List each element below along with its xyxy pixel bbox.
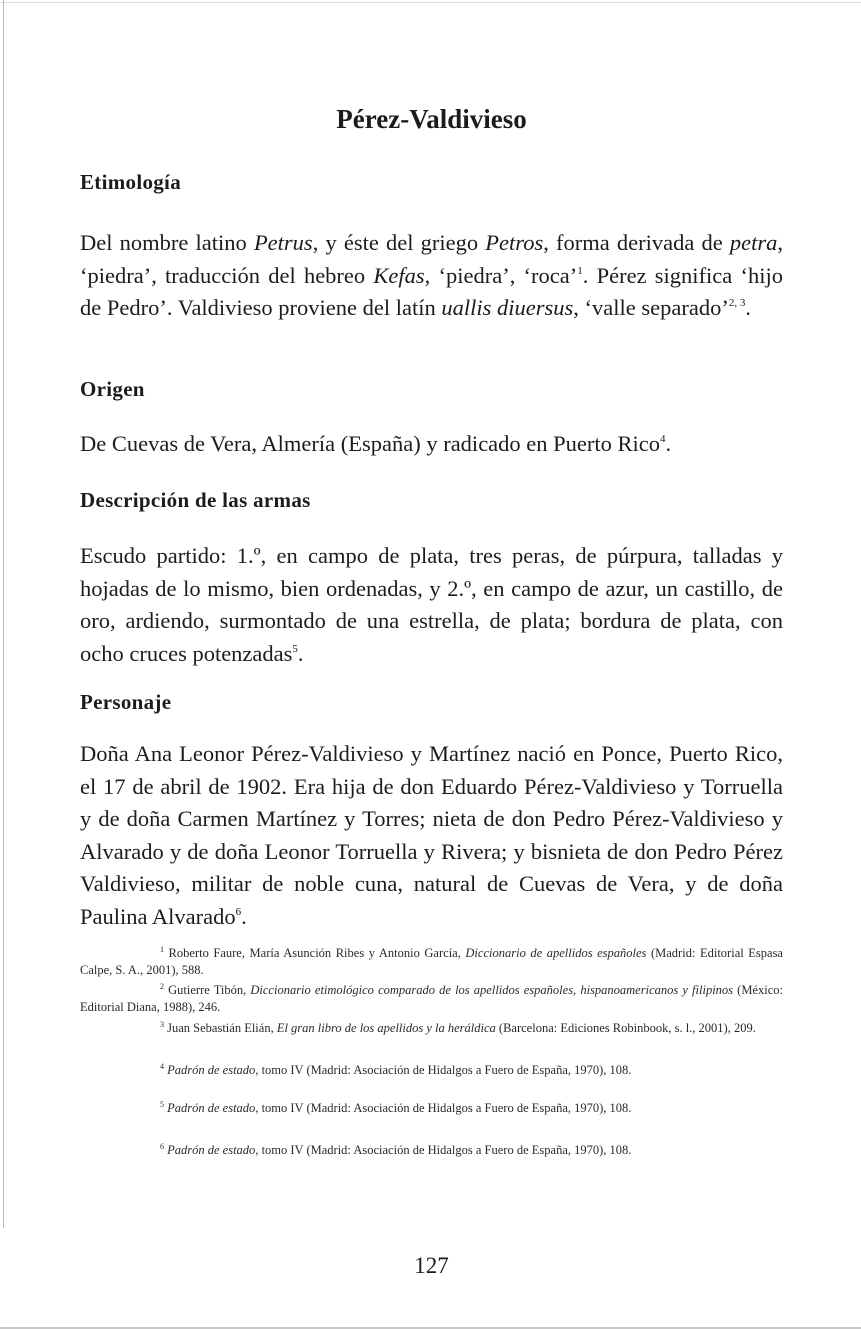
scan-edge-left xyxy=(3,0,4,1228)
footnote-mark: 5 xyxy=(160,1100,164,1109)
text-run: . Pérez significa ‘hijo de Pedro’. Valdivieso proviene del latín xyxy=(80,262,783,320)
text-run: . xyxy=(297,640,304,666)
page-number: 127 xyxy=(414,1253,449,1278)
text-run: Roberto Faure, María Asunción Ribes y Antonio García, xyxy=(164,946,466,960)
italic-title: El gran libro de los apellidos y la heráldica xyxy=(276,1021,496,1035)
footnote-mark: 3 xyxy=(160,1020,164,1029)
paragraph-etimologia xyxy=(80,227,783,325)
footnote-mark: 2 xyxy=(160,982,164,991)
text-run: Escudo partido: 1.º, en campo de plata, tres peras, de púrpura, talladas y hojadas de lo mismo, bien ordenadas, y 2.º, en campo de azur, un castillo, de oro, ardiendo, surmontado de una estrella, de plata; bordura de plata, con ocho cruces potenzadas xyxy=(80,543,783,666)
footnote-ref: 4 xyxy=(660,433,666,445)
section-heading-personaje: Personaje xyxy=(80,690,172,714)
text-run: (Barcelona: Ediciones Robinbook, s. l., 2001), 209. xyxy=(495,1021,756,1035)
scan-edge-bottom xyxy=(0,1327,861,1329)
scan-edge-top xyxy=(0,2,861,3)
footnote-6 xyxy=(80,1142,783,1159)
text-run: , tomo IV (Madrid: Asociación de Hidalgos a Fuero de España, 1970), 108. xyxy=(255,1143,632,1157)
footnote-ref: 5 xyxy=(292,642,298,655)
text-run: , y éste del griego xyxy=(312,230,486,255)
text-run: Doña Ana Leonor Pérez-Valdivieso y Martínez nació en Ponce, Puerto Rico, el 17 de abril de 1902. Era hija de don Eduardo Pérez-Valdivieso y Torruella y de doña Carmen Martínez y Torres; nieta de don Pedro Pérez-Valdivieso y Alvarado y de doña Leonor Torruella y Rivera; y bisnieta de don Pedro Pérez Valdivieso, militar de noble cuna, natural de Cuevas de Vera, y de doña Paulina Alvarado xyxy=(80,741,783,929)
section-heading-origen: Origen xyxy=(80,377,145,401)
footnote-mark: 1 xyxy=(160,945,164,954)
text-run: , ‘piedra’, traducción del hebreo xyxy=(80,230,784,288)
text-run: . xyxy=(241,903,247,929)
section-heading-etimologia: Etimología xyxy=(80,170,181,194)
text-run: De Cuevas de Vera, Almería (España) y radicado en Puerto Rico xyxy=(80,431,661,456)
footnote-mark: 4 xyxy=(160,1062,164,1071)
text-run: . xyxy=(665,431,672,456)
italic-title: Padrón de estado xyxy=(167,1063,256,1077)
italic-term: uallis diuersus xyxy=(441,295,574,320)
footnote-1 xyxy=(80,945,783,978)
italic-term: Petros xyxy=(485,230,544,255)
footnote-ref: 2, 3 xyxy=(728,297,746,309)
page-title: Pérez-Valdivieso xyxy=(336,104,527,134)
italic-title: Padrón de estado xyxy=(167,1143,256,1157)
text-run: , tomo IV (Madrid: Asociación de Hidalgos a Fuero de España, 1970), 108. xyxy=(255,1063,632,1077)
text-run: (Madrid: Editorial Espasa Calpe, S. A., 2001), 588. xyxy=(80,946,783,977)
text-run: Del nombre latino xyxy=(80,230,254,255)
text-run: , tomo IV (Madrid: Asociación de Hidalgos a Fuero de España, 1970), 108. xyxy=(255,1101,632,1115)
paragraph-armas xyxy=(80,540,783,670)
footnote-mark: 6 xyxy=(160,1142,164,1151)
footnote-2 xyxy=(80,982,783,1015)
text-run: Juan Sebastián Elián, xyxy=(164,1021,277,1035)
footnote-4 xyxy=(80,1062,783,1079)
footnote-3 xyxy=(80,1020,783,1037)
italic-term: Kefas xyxy=(373,262,425,288)
footnote-ref: 1 xyxy=(577,264,583,277)
italic-term: Petrus xyxy=(253,230,313,255)
text-run: . xyxy=(745,295,751,320)
text-run: , ‘valle separado’ xyxy=(573,295,729,320)
italic-title: Diccionario de apellidos españoles xyxy=(465,946,647,960)
footnote-5 xyxy=(80,1100,783,1117)
footnote-ref: 6 xyxy=(235,905,242,918)
italic-term: petra xyxy=(729,230,778,255)
section-heading-armas: Descripción de las armas xyxy=(80,488,311,512)
italic-title: Padrón de estado xyxy=(167,1101,256,1115)
text-run: Gutierre Tibón, xyxy=(164,983,251,997)
paragraph-origen xyxy=(80,428,783,461)
paragraph-personaje xyxy=(80,738,783,933)
text-run: (México: Editorial Diana, 1988), 246. xyxy=(80,983,783,1014)
text-run: , forma derivada de xyxy=(543,230,730,255)
text-run: , ‘piedra’, ‘roca’ xyxy=(424,262,578,288)
italic-title: Diccionario etimológico comparado de los apellidos españoles, hispanoamericanos y filipinos xyxy=(250,983,734,997)
